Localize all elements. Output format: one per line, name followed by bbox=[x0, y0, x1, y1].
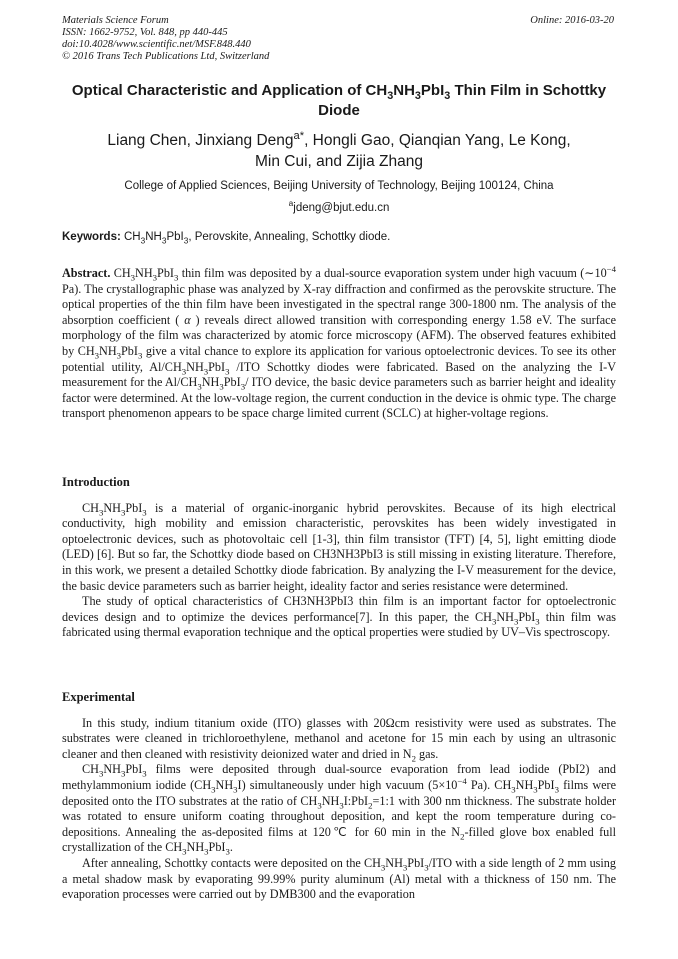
doi-line: doi:10.4028/www.scientific.net/MSF.848.440 bbox=[62, 39, 251, 50]
journal-header bbox=[62, 15, 269, 63]
experimental-paragraph-2: $CH_3NH_3PbI_3$ films were deposited through dual-source evaporation from lead iodide (PbI2) and methylammonium iodide $(CH_3NH_3I)$ simultaneously under high vacuum ($5\times 10^{-4}$ Pa). $CH_3NH_3PbI_3$ films were deposited onto the ITO substrates at the ratio of $CH_3NH_3I:PbI_2=1:1$ with 300 nm thickness. The substrate holder was rotated to ensure uniform coating throughout deposition, and kept the room temperature during co-depositions. Annealing the as-deposited films at 120℃ for 60 min in the $N_2$-filled glove box enabled full crystallization of the $CH_3NH_3PbI_3$. bbox=[62, 762, 616, 857]
author-list: Liang Chen, Jinxiang Deng$^{a*}$, Hongli Gao, Qianqian Yang, Le Kong, Min Cui, and Zijia Zhang bbox=[107, 129, 571, 170]
issn-line: ISSN: 1662-9752, Vol. 848, pp 440-445 bbox=[62, 27, 228, 38]
experimental-paragraph-3: After annealing, Schottky contacts were deposited on the $CH_3NH_3PbI_3$/ITO with a side length of 2 mm using a metal shadow mask by evaporating 99.99% purity aluminum (Al) metal with a thickness of 150 nm. The evaporation processes were carried out by DMB300 and the evaporation bbox=[62, 855, 616, 902]
section-heading-experimental: Experimental bbox=[62, 690, 135, 704]
section-heading-introduction: Introduction bbox=[62, 475, 130, 489]
affiliation-college: College of Applied Sciences, Beijing University of Technology, Beijing 100124, China bbox=[124, 180, 554, 192]
author-email: $^a$jdeng@bjut.edu.cn bbox=[288, 199, 390, 214]
copyright-line: © 2016 Trans Tech Publications Ltd, Switzerland bbox=[62, 51, 270, 62]
paper-title: Optical Characteristic and Application of $CH_3NH_3PbI_3$ Thin Film in Schottky Diode bbox=[71, 82, 607, 119]
experimental-section bbox=[62, 690, 616, 903]
abstract: Abstract. $CH_3NH_3PbI_3$ thin film was deposited by a dual-source evaporation system under high vacuum ($\sim 10^{-4}$ Pa). The crystallographic phase was analyzed by X-ray diffraction and confirmed as the perovskite structure. The optical properties of the thin film have been investigated in the spectral range 300-1800 nm. The analysis of the absorption coefficient ( α ) reveals direct allowed transition with corresponding energy 1.58 eV. The surface morphology of the film was characterized by atomic force microscopy (AFM). The observed features exhibited by $CH_3NH_3PbI_3$ give a vital chance to explore its application for various optoelectronic devices. To see its other potential utility, $Al/CH_3NH_3PbI_3$ /ITO Schottky diodes were fabricated. Based on the analyzing the I-V measurement for the $Al/CH_3NH_3PbI_3/$ ITO device, the basic device parameters such as barrier height and ideality factor were determined. At the low-voltage region, the current conduction in the device is ohmic type. The charge transport phenomenon appears to be space charge limited current (SCLC) at higher-voltage regions. bbox=[62, 263, 617, 421]
journal-name: Materials Science Forum bbox=[62, 15, 169, 26]
introduction-section bbox=[62, 475, 616, 641]
introduction-paragraph-2: The study of optical characteristics of CH3NH3PbI3 thin film is an important factor for optoelectronic devices design and to optimize the devices performance[7]. In this paper, the $CH_3NH_3PbI_3$ thin film was fabricated using thermal evaporation technique and the optical properties were studied by UV–Vis spectroscopy. bbox=[62, 594, 616, 640]
experimental-paragraph-1: In this study, indium titanium oxide (ITO) glasses with 20Ωcm resistivity were used as substrates. The substrates were cleaned in trichloroethylene, methanol and acetone for 15 min each by using an ultrasonic cleaner and then cleaned with resistivity deionized water and dried in $N_2$ gas. bbox=[62, 715, 616, 764]
affiliation bbox=[62, 175, 616, 219]
introduction-paragraph-1: $CH_3NH_3PbI_3$ is a material of organic-inorganic hybrid perovskites. Because of its high electrical conductivity, high mobility and emission characteristic, perovskites has been widely investigated in optoelectronic devices, such as photovoltaic cell [1-3], thin film transistor (TFT) [4, 5], light emitting diode (LED) [6]. But so far, the Schottky diode based on CH3NH3PbI3 is still missing in existing literature. Therefore, in this work, we present a detailed Schottky diode fabrication. By analyzing the I-V measurement for the device, the basic device parameters such as barrier height, ideality factor and series resistance were determined. bbox=[62, 500, 616, 593]
online-date: Online: 2016-03-20 bbox=[530, 15, 614, 26]
keywords: Keywords: $CH_3NH_3PbI_3$, Perovskite, Annealing, Schottky diode. bbox=[62, 231, 391, 246]
